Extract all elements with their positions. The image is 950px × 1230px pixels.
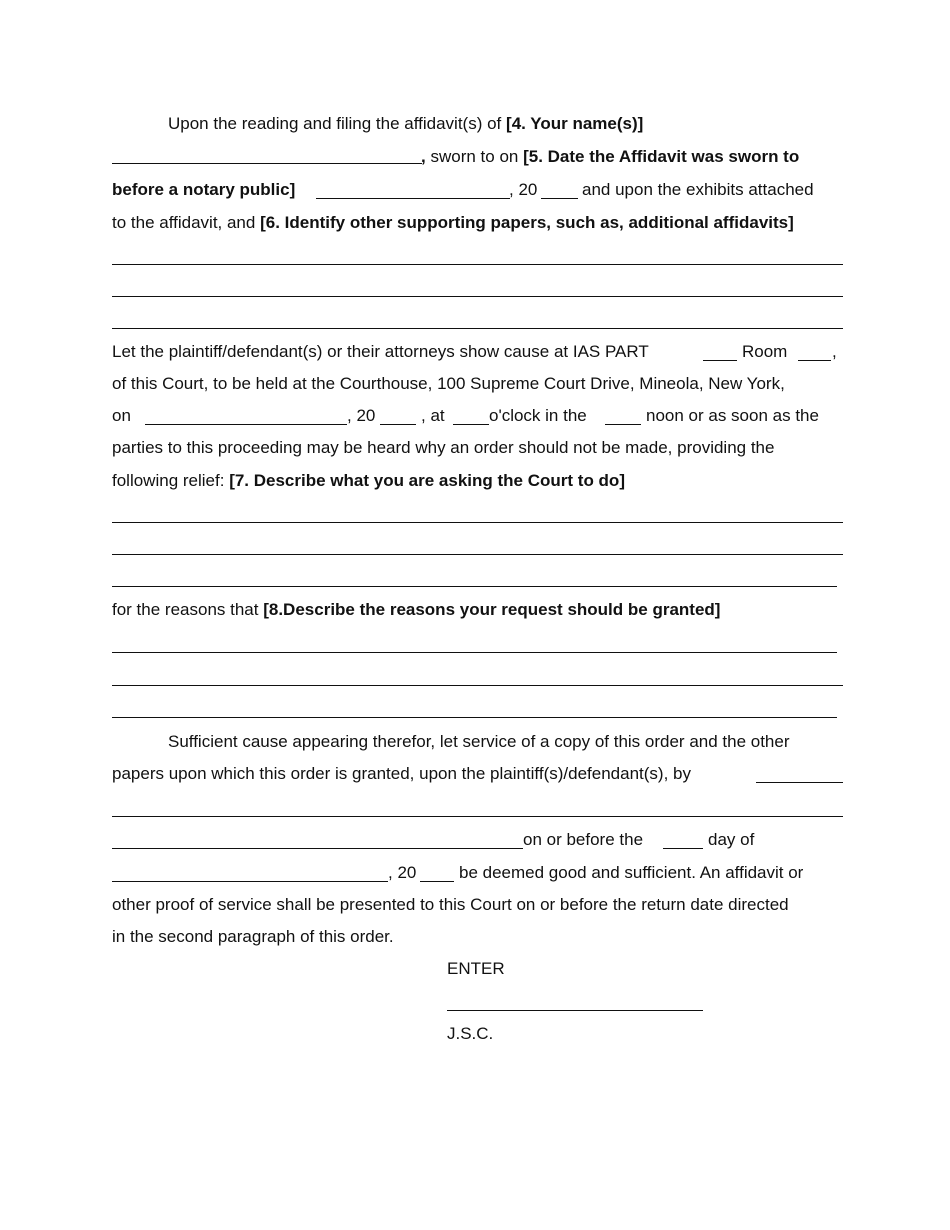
service-day-blank[interactable]: [663, 848, 703, 849]
service-method-blank[interactable]: [756, 782, 843, 783]
show-cause-text: Let the plaintiff/defendant(s) or their attorneys show cause at IAS PART: [112, 342, 649, 361]
supporting-papers-line-1[interactable]: [112, 264, 843, 265]
field5-label-a: [5. Date the Affidavit was sworn to: [523, 147, 800, 166]
noon-text: noon or as soon as the: [646, 406, 819, 425]
field8-label: [8.Describe the reasons your request should be granted]: [263, 600, 721, 619]
relief-line-3[interactable]: [112, 586, 837, 587]
field5-label-b: before a notary public]: [112, 180, 296, 199]
papers-text: papers upon which this order is granted, upon the plaintiff(s)/defendant(s), by: [112, 764, 691, 783]
proof-text: other proof of service shall be presented to this Court on or before the return date directed: [112, 895, 789, 914]
room-comma: ,: [832, 342, 837, 361]
p2-line5: [112, 471, 625, 491]
oclock-label: o'clock in the: [489, 406, 587, 425]
service-year-prefix: , 20: [388, 863, 417, 882]
sufficient-text: Sufficient cause appearing therefor, let service of a copy of this order and the other: [168, 732, 790, 751]
p1-lead: Upon the reading and filing the affidavit(s) of: [168, 114, 502, 133]
service-method-line-2[interactable]: [112, 816, 843, 817]
exhibits-text: and upon the exhibits attached: [582, 180, 814, 199]
sworn-comma: ,: [421, 147, 426, 166]
heard-text: parties to this proceeding may be heard why an order should not be made, providing the: [112, 438, 775, 457]
ias-part-blank[interactable]: [703, 360, 737, 361]
relief-line-2[interactable]: [112, 554, 843, 555]
supporting-papers-line-3[interactable]: [112, 328, 843, 329]
hour-blank[interactable]: [453, 424, 489, 425]
judge-signature-line[interactable]: [447, 1010, 703, 1011]
service-method-line-3[interactable]: [112, 848, 523, 849]
to-affidavit: to the affidavit, and: [112, 213, 256, 232]
p1-line4: [112, 213, 794, 233]
deemed-text: be deemed good and sufficient. An affidavit or: [459, 863, 804, 882]
sworn-to-on: sworn to on: [430, 147, 519, 166]
field6-label: [6. Identify other supporting papers, such as, additional affidavits]: [260, 213, 794, 232]
sworn-year-prefix: , 20: [509, 180, 538, 199]
enter-label: ENTER: [447, 959, 505, 978]
reasons-label: for the reasons that: [112, 600, 259, 619]
second-para-text: in the second paragraph of this order.: [112, 927, 394, 946]
relief-line-1[interactable]: [112, 522, 843, 523]
on-label: on: [112, 406, 131, 425]
service-year-blank[interactable]: [420, 881, 454, 882]
hearing-year-blank[interactable]: [380, 424, 416, 425]
room-label: Room: [742, 342, 788, 361]
sworn-year-blank[interactable]: [541, 198, 578, 199]
jsc-label: J.S.C.: [447, 1024, 494, 1043]
hearing-date-blank[interactable]: [145, 424, 347, 425]
field7-label: [7. Describe what you are asking the Court to do]: [229, 471, 625, 490]
p3-line1: [112, 600, 720, 620]
reasons-line-3[interactable]: [112, 717, 837, 718]
p1-line2: [421, 147, 799, 167]
relief-label: following relief:: [112, 471, 225, 490]
at-label: , at: [421, 406, 445, 425]
supporting-papers-line-2[interactable]: [112, 296, 843, 297]
room-blank[interactable]: [798, 360, 831, 361]
field4-label: [4. Your name(s)]: [506, 114, 644, 133]
noon-blank[interactable]: [605, 424, 641, 425]
reasons-line-2[interactable]: [112, 685, 843, 686]
service-month-blank[interactable]: [112, 881, 388, 882]
day-of-label: day of: [708, 830, 755, 849]
on-or-before: on or before the: [523, 830, 644, 849]
sworn-date-blank[interactable]: [316, 198, 510, 199]
p1-line1: [168, 114, 643, 134]
name-blank[interactable]: [112, 163, 422, 164]
hearing-year-prefix: , 20: [347, 406, 376, 425]
reasons-line-1[interactable]: [112, 652, 837, 653]
court-location: of this Court, to be held at the Courthouse, 100 Supreme Court Drive, Mineola, New York,: [112, 374, 785, 393]
